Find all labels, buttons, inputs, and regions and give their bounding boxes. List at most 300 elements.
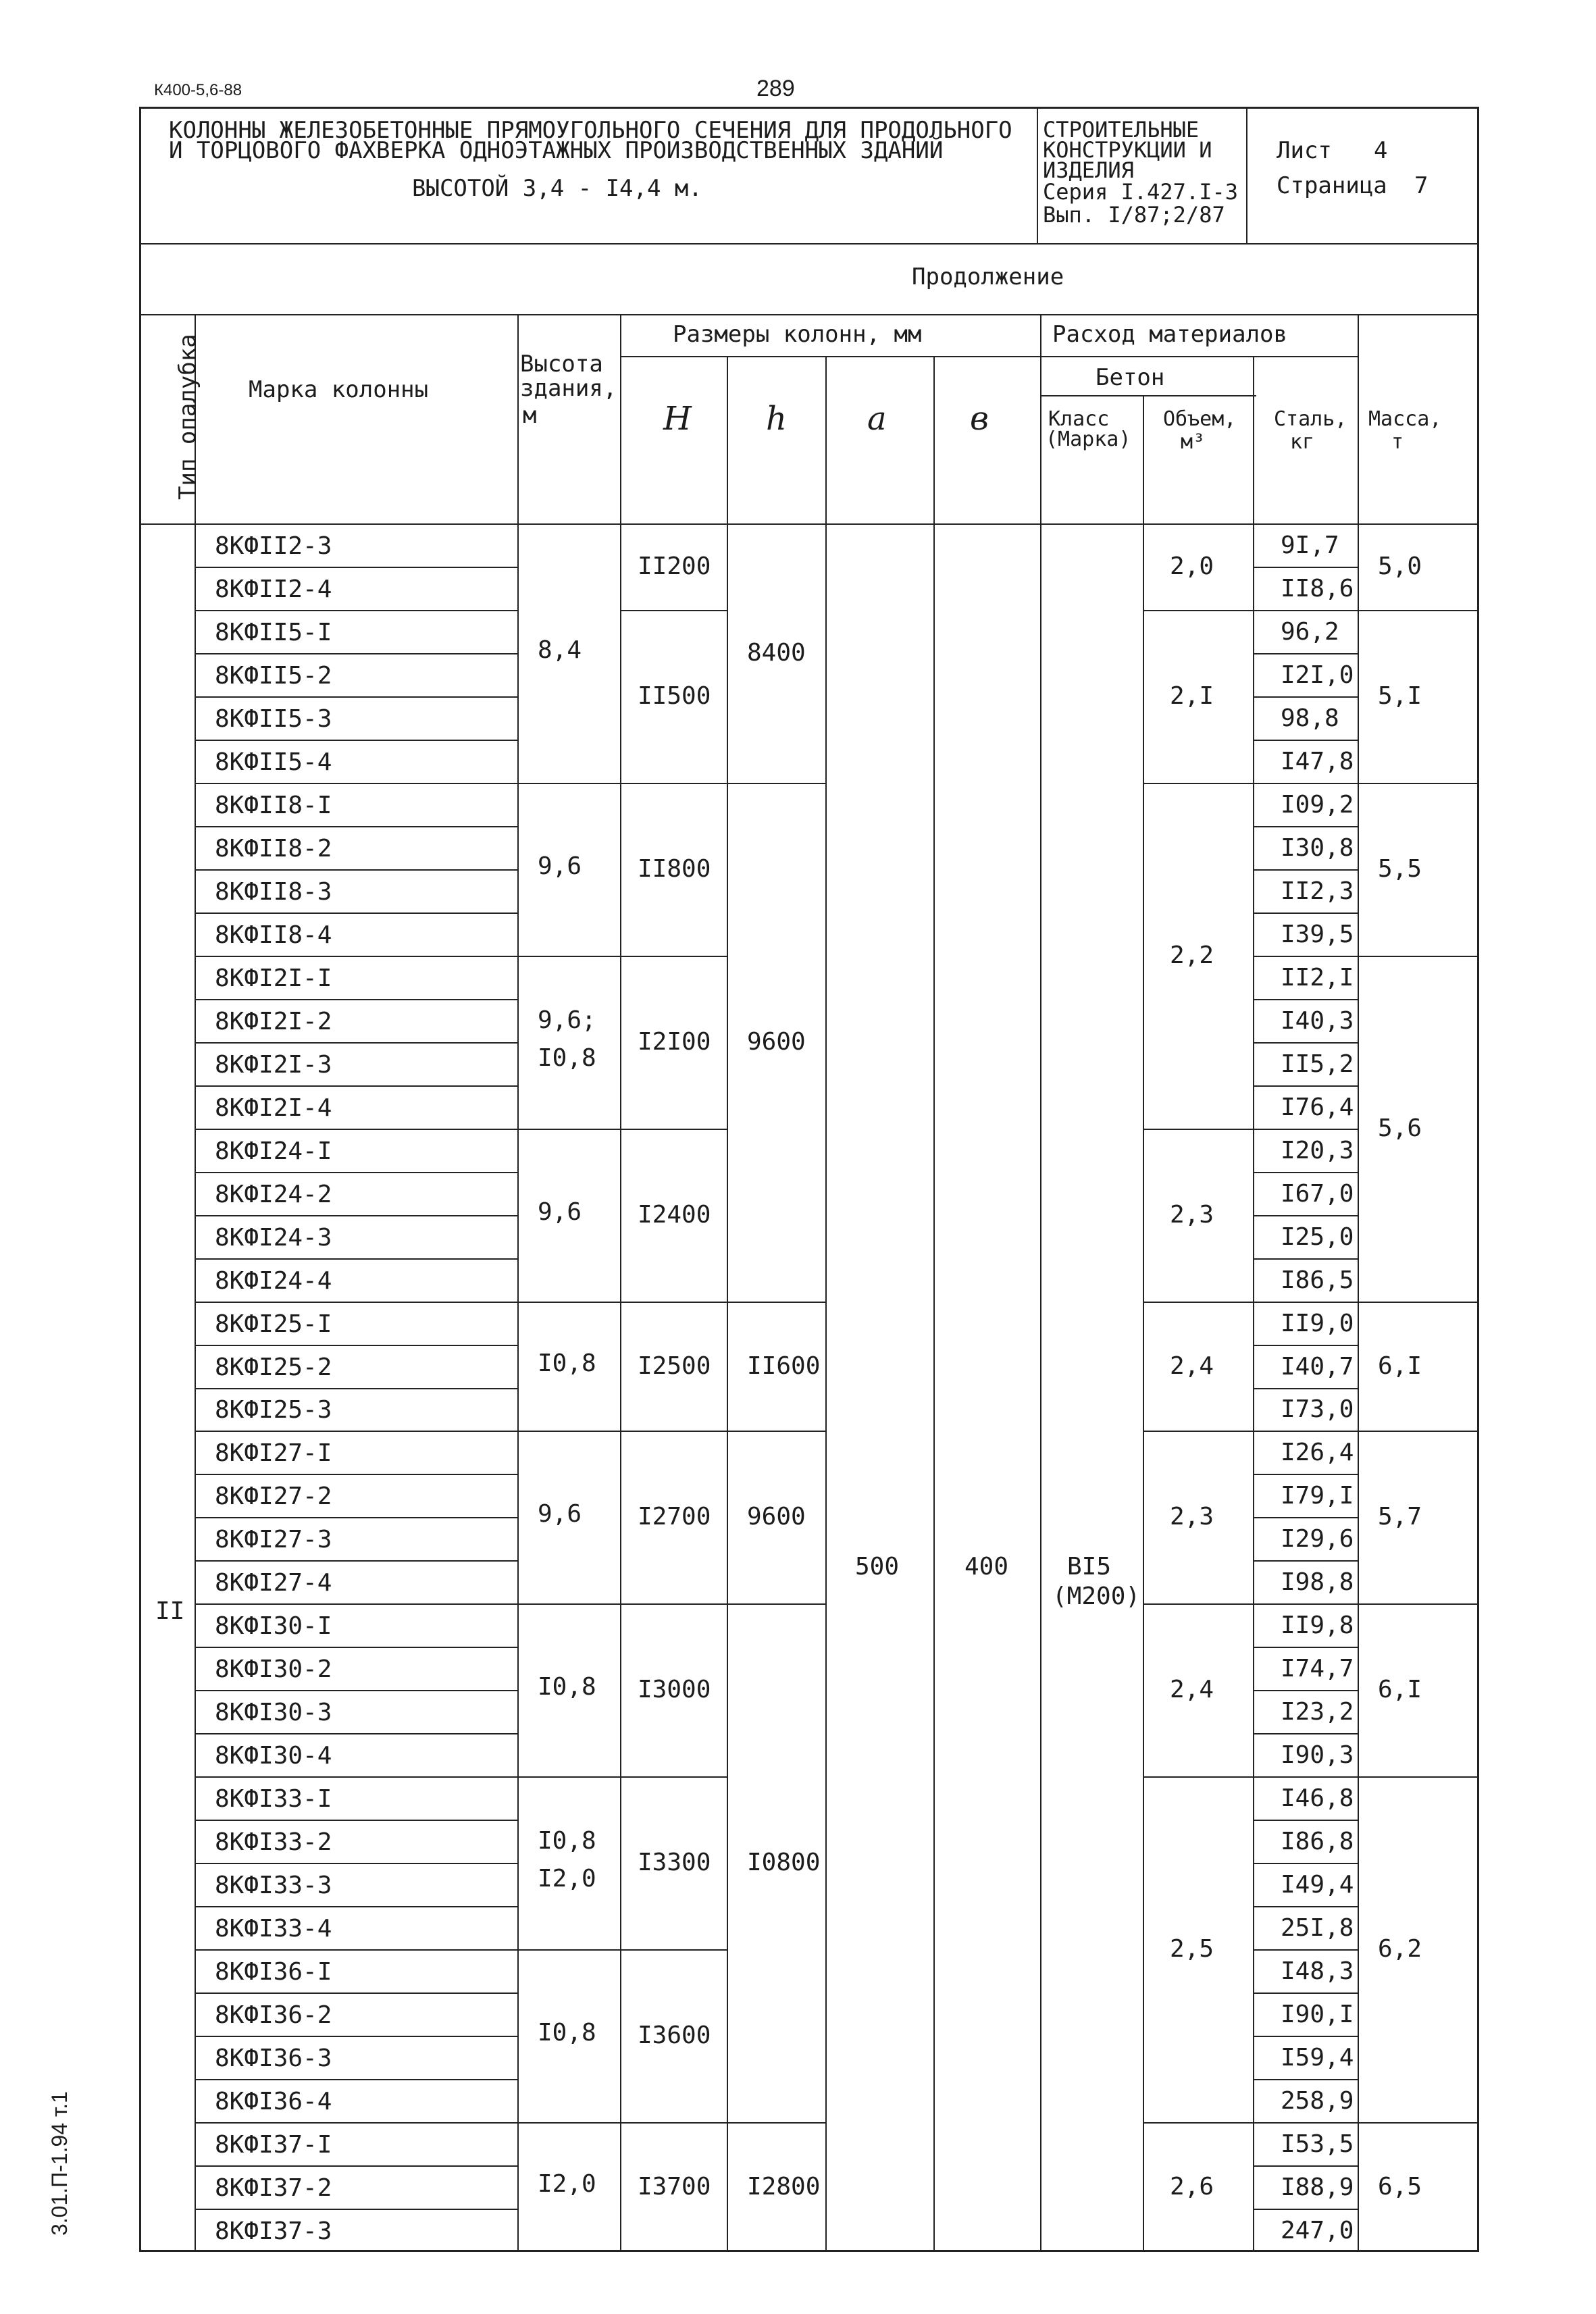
- mass-cell: 6,5: [1378, 2173, 1422, 2201]
- b-value: 400: [964, 1553, 1009, 1580]
- steel-cell: 25I,8: [1281, 1914, 1354, 1942]
- h-dimension-cell: I2800: [747, 2173, 821, 2201]
- row-line: [196, 610, 517, 611]
- steel-row-line: [1254, 1776, 1358, 1778]
- steel-cell: I74,7: [1281, 1655, 1354, 1682]
- series-line-4: Серия I.427.I-3: [1043, 179, 1238, 205]
- building-height-cell: I0,8: [538, 1673, 596, 1701]
- dims-underline: [621, 356, 1040, 357]
- column-mark-cell: 8КФI33-4: [215, 1915, 332, 1943]
- steel-cell: I88,9: [1281, 2174, 1354, 2201]
- mass-cell: 6,I: [1378, 1352, 1422, 1380]
- col-line-h: [825, 356, 827, 2252]
- column-mark-cell: 8КФII5-3: [215, 705, 332, 733]
- steel-cell: I39,5: [1281, 921, 1354, 948]
- steel-cell: I23,2: [1281, 1698, 1354, 1726]
- h-dimension-group-line: [727, 1431, 825, 1432]
- header-height-line-1: Высота: [520, 351, 603, 378]
- mass-cell: 6,I: [1378, 1676, 1422, 1703]
- title-divider-1: [1037, 107, 1038, 243]
- row-line: [196, 1647, 517, 1648]
- row-line: [196, 1302, 517, 1303]
- mass-group-line: [1358, 1431, 1479, 1432]
- row-line: [196, 740, 517, 741]
- steel-cell: I09,2: [1281, 791, 1354, 819]
- steel-cell: I98,8: [1281, 1568, 1354, 1596]
- steel-cell: I59,4: [1281, 2044, 1354, 2072]
- building-height-cell: I0,8: [538, 2019, 596, 2047]
- building-height-group-line: [517, 2122, 620, 2124]
- steel-cell: I47,8: [1281, 748, 1354, 775]
- steel-cell: I29,6: [1281, 1525, 1354, 1553]
- materials-underline: [1040, 356, 1358, 357]
- row-line: [196, 2122, 517, 2124]
- row-line: [196, 696, 517, 698]
- header-class-line-2: (Марка): [1046, 428, 1131, 451]
- steel-cell: I2I,0: [1281, 661, 1354, 689]
- h-dimension-cell: 9600: [747, 1028, 806, 1056]
- row-line: [196, 2165, 517, 2167]
- building-height-cell: I2,0: [538, 2170, 596, 2198]
- concrete-volume-cell: 2,6: [1170, 2173, 1214, 2201]
- steel-row-line: [1254, 1388, 1358, 1389]
- row-line: [196, 956, 517, 957]
- title-line-2: И ТОРЦОВОГО ФАХВЕРКА ОДНОЭТАЖНЫХ ПРОИЗВОДСТВЕННЫХ ЗДАНИЙ: [169, 137, 944, 164]
- h-dimension-group-line: [727, 1302, 825, 1303]
- steel-row-line: [1254, 2122, 1358, 2124]
- concrete-class-value: BI5: [1067, 1553, 1112, 1580]
- steel-cell: I20,3: [1281, 1137, 1354, 1164]
- steel-row-line: [1254, 1560, 1358, 1562]
- concrete-volume-cell: 2,0: [1170, 552, 1214, 580]
- series-line-5: Вып. I/87;2/87: [1043, 202, 1225, 228]
- row-line: [196, 2079, 517, 2080]
- steel-row-line: [1254, 1733, 1358, 1734]
- steel-cell: II2,3: [1281, 877, 1354, 905]
- building-height-group-line: [517, 1302, 620, 1303]
- mass-group-line: [1358, 2122, 1479, 2124]
- steel-row-line: [1254, 1258, 1358, 1260]
- steel-cell: I67,0: [1281, 1180, 1354, 1208]
- series-line-2: КОНСТРУКЦИИ И: [1043, 137, 1212, 163]
- column-mark-cell: 8КФI37-2: [215, 2174, 332, 2202]
- column-mark-cell: 8КФII5-I: [215, 619, 332, 646]
- concrete-volume-group-line: [1143, 1603, 1253, 1605]
- steel-row-line: [1254, 1690, 1358, 1691]
- concrete-volume-group-line: [1143, 610, 1253, 611]
- row-line: [196, 1388, 517, 1389]
- steel-row-line: [1254, 1474, 1358, 1475]
- H-dimension-cell: I3000: [638, 1676, 711, 1703]
- steel-row-line: [1254, 1345, 1358, 1346]
- steel-cell: II9,8: [1281, 1612, 1354, 1639]
- column-mark-cell: 8КФI24-3: [215, 1224, 332, 1252]
- building-height-cell: I0,8: [538, 1044, 596, 1072]
- concrete-volume-group-line: [1143, 1302, 1253, 1303]
- title-line-3: ВЫСОТОЙ 3,4 - I4,4 м.: [412, 175, 702, 202]
- H-dimension-cell: I2I00: [638, 1028, 711, 1056]
- building-height-cell: I0,8: [538, 1827, 596, 1855]
- mass-cell: 5,5: [1378, 855, 1422, 883]
- h-dimension-cell: 8400: [747, 639, 806, 667]
- row-line: [196, 1820, 517, 1821]
- column-mark-cell: 8КФI25-2: [215, 1354, 332, 1381]
- mass-group-line: [1358, 1603, 1479, 1605]
- row-line: [196, 999, 517, 1000]
- row-line: [196, 1258, 517, 1260]
- row-line: [196, 567, 517, 568]
- column-mark-cell: 8КФI37-3: [215, 2217, 332, 2245]
- page-value: 7: [1414, 172, 1428, 199]
- column-mark-cell: 8КФI25-3: [215, 1396, 332, 1424]
- steel-cell: I76,4: [1281, 1094, 1354, 1121]
- column-mark-cell: 8КФI30-3: [215, 1699, 332, 1726]
- column-mark-cell: 8КФI27-4: [215, 1569, 332, 1597]
- steel-cell: 258,9: [1281, 2087, 1354, 2115]
- col-line-class: [1143, 395, 1144, 2252]
- page-label: Страница: [1277, 172, 1387, 199]
- page-number: 289: [756, 76, 795, 101]
- steel-cell: I25,0: [1281, 1223, 1354, 1251]
- column-mark-cell: 8КФII2-3: [215, 532, 332, 560]
- concrete-volume-cell: 2,3: [1170, 1503, 1214, 1531]
- H-dimension-cell: II200: [638, 552, 711, 580]
- row-line: [196, 1517, 517, 1518]
- header-volume-line-1: Объем,: [1163, 407, 1237, 431]
- column-mark-cell: 8КФI27-I: [215, 1439, 332, 1467]
- H-dimension-cell: II800: [638, 855, 711, 883]
- header-dimensions: Размеры колонн, мм: [673, 321, 922, 348]
- column-mark-cell: 8КФI33-I: [215, 1785, 332, 1813]
- steel-cell: I86,5: [1281, 1266, 1354, 1294]
- mass-cell: 6,2: [1378, 1935, 1422, 1963]
- formwork-type-value: II: [155, 1597, 185, 1625]
- column-mark-cell: 8КФI24-I: [215, 1137, 332, 1165]
- steel-cell: II2,I: [1281, 964, 1354, 992]
- H-dimension-group-line: [620, 783, 727, 784]
- steel-row-line: [1254, 1085, 1358, 1087]
- column-mark-cell: 8КФI27-2: [215, 1483, 332, 1510]
- column-mark-cell: 8КФII8-2: [215, 835, 332, 863]
- H-dimension-group-line: [620, 610, 727, 611]
- steel-cell: 9I,7: [1281, 532, 1339, 559]
- row-line: [196, 1690, 517, 1691]
- row-line: [196, 1172, 517, 1173]
- continuation-label: Продолжение: [912, 263, 1064, 290]
- steel-row-line: [1254, 653, 1358, 654]
- steel-cell: II9,0: [1281, 1310, 1354, 1337]
- column-mark-cell: 8КФII8-I: [215, 792, 332, 819]
- row-line: [196, 1560, 517, 1562]
- row-line: [196, 1042, 517, 1044]
- building-height-group-line: [517, 1431, 620, 1432]
- steel-cell: I90,3: [1281, 1741, 1354, 1769]
- steel-cell: 247,0: [1281, 2217, 1354, 2244]
- col-line-type: [195, 314, 196, 2252]
- h-dimension-cell: 9600: [747, 1503, 806, 1531]
- row-line: [196, 826, 517, 827]
- concrete-volume-group-line: [1143, 1129, 1253, 1130]
- row-line: [196, 2036, 517, 2037]
- steel-cell: I49,4: [1281, 1871, 1354, 1899]
- steel-cell: I46,8: [1281, 1784, 1354, 1812]
- steel-row-line: [1254, 1302, 1358, 1303]
- H-dimension-group-line: [620, 1776, 727, 1778]
- col-line-H: [727, 356, 728, 2252]
- steel-row-line: [1254, 956, 1358, 957]
- h-dimension-group-line: [727, 1603, 825, 1605]
- col-line-a: [933, 356, 935, 2252]
- header-column-mark: Марка колонны: [249, 376, 429, 403]
- header-mass-line-1: Масса,: [1368, 407, 1442, 431]
- column-mark-cell: 8КФI37-I: [215, 2131, 332, 2159]
- column-mark-cell: 8КФI33-3: [215, 1872, 332, 1899]
- col-line-height: [620, 314, 621, 2252]
- concrete-volume-cell: 2,4: [1170, 1676, 1214, 1703]
- row-line: [196, 653, 517, 654]
- concrete-volume-cell: 2,4: [1170, 1352, 1214, 1380]
- header-height-line-3: м: [523, 402, 537, 429]
- steel-row-line: [1254, 610, 1358, 611]
- row-line: [196, 1215, 517, 1216]
- concrete-underline: [1040, 395, 1256, 396]
- header-steel-line-1: Сталь,: [1274, 407, 1347, 431]
- concrete-volume-group-line: [1143, 1431, 1253, 1432]
- mass-group-line: [1358, 783, 1479, 784]
- building-height-group-line: [517, 1129, 620, 1130]
- H-dimension-cell: I2500: [638, 1352, 711, 1380]
- steel-cell: 96,2: [1281, 618, 1339, 646]
- row-line: [196, 1474, 517, 1475]
- steel-cell: 98,8: [1281, 704, 1339, 732]
- column-mark-cell: 8КФI30-4: [215, 1742, 332, 1770]
- document-code: К400-5,6-88: [154, 81, 242, 99]
- mass-cell: 5,0: [1378, 552, 1422, 580]
- concrete-volume-cell: 2,3: [1170, 1201, 1214, 1229]
- h-dimension-group-line: [727, 783, 825, 784]
- steel-row-line: [1254, 1949, 1358, 1951]
- side-code-text: 3.01.П-1.94 т.1: [47, 2091, 72, 2236]
- building-height-cell: I2,0: [538, 1865, 596, 1893]
- building-height-cell: 9,6: [538, 1198, 582, 1226]
- row-line: [196, 1906, 517, 1907]
- H-dimension-group-line: [620, 1949, 727, 1951]
- row-line: [196, 1949, 517, 1951]
- H-dimension-group-line: [620, 2122, 727, 2124]
- col-line-steel: [1358, 314, 1359, 2252]
- steel-cell: I79,I: [1281, 1482, 1354, 1510]
- steel-row-line: [1254, 1906, 1358, 1907]
- H-dimension-cell: I3600: [638, 2022, 711, 2049]
- steel-row-line: [1254, 1215, 1358, 1216]
- sheet-value: 4: [1374, 137, 1388, 164]
- mass-group-line: [1358, 1776, 1479, 1778]
- title-divider-2: [1246, 107, 1247, 243]
- column-mark-cell: 8КФI30-2: [215, 1655, 332, 1683]
- H-dimension-group-line: [620, 1603, 727, 1605]
- col-line-b: [1040, 314, 1041, 2252]
- header-H: H: [663, 400, 692, 438]
- row-line: [196, 869, 517, 871]
- row-line: [196, 1085, 517, 1087]
- H-dimension-cell: I3700: [638, 2173, 711, 2201]
- building-height-group-line: [517, 1776, 620, 1778]
- steel-row-line: [1254, 2036, 1358, 2037]
- header-bottom-line: [139, 523, 1479, 525]
- steel-row-line: [1254, 1042, 1358, 1044]
- column-mark-cell: 8КФI30-I: [215, 1612, 332, 1640]
- building-height-group-line: [517, 1949, 620, 1951]
- steel-cell: I86,8: [1281, 1828, 1354, 1855]
- mass-group-line: [1358, 1302, 1479, 1303]
- steel-row-line: [1254, 2079, 1358, 2080]
- series-line-1: СТРОИТЕЛЬНЫЕ: [1043, 117, 1200, 143]
- steel-cell: I53,5: [1281, 2130, 1354, 2158]
- h-dimension-cell: I0800: [747, 1849, 821, 1876]
- row-line: [196, 1776, 517, 1778]
- header-mass-line-2: т: [1391, 430, 1404, 454]
- building-height-group-line: [517, 783, 620, 784]
- column-mark-cell: 8КФI24-4: [215, 1267, 332, 1295]
- column-mark-cell: 8КФII5-4: [215, 748, 332, 776]
- column-mark-cell: 8КФII8-4: [215, 921, 332, 949]
- H-dimension-cell: I3300: [638, 1849, 711, 1876]
- column-mark-cell: 8КФI2I-3: [215, 1051, 332, 1079]
- steel-row-line: [1254, 912, 1358, 914]
- steel-row-line: [1254, 567, 1358, 568]
- column-mark-cell: 8КФI2I-2: [215, 1008, 332, 1035]
- row-line: [196, 1733, 517, 1734]
- H-dimension-group-line: [620, 956, 727, 957]
- H-dimension-cell: II500: [638, 682, 711, 710]
- column-mark-cell: 8КФII8-3: [215, 878, 332, 906]
- column-mark-cell: 8КФI36-2: [215, 2001, 332, 2029]
- column-mark-cell: 8КФI27-3: [215, 1526, 332, 1553]
- building-height-cell: 9,6: [538, 852, 582, 880]
- series-line-3: ИЗДЕЛИЯ: [1043, 157, 1134, 183]
- building-height-cell: 9,6: [538, 1500, 582, 1528]
- column-mark-cell: 8КФI25-I: [215, 1310, 332, 1338]
- building-height-cell: 8,4: [538, 636, 582, 664]
- H-dimension-group-line: [620, 1302, 727, 1303]
- column-mark-cell: 8КФII2-4: [215, 575, 332, 603]
- building-height-group-line: [517, 1603, 620, 1605]
- steel-row-line: [1254, 826, 1358, 827]
- header-height-line-2: здания,: [520, 375, 617, 402]
- steel-row-line: [1254, 1129, 1358, 1130]
- steel-cell: I26,4: [1281, 1439, 1354, 1466]
- concrete-volume-group-line: [1143, 1776, 1253, 1778]
- header-top-line: [139, 314, 1479, 315]
- a-value: 500: [855, 1553, 900, 1580]
- steel-row-line: [1254, 1603, 1358, 1605]
- sheet-label: Лист: [1277, 137, 1332, 164]
- steel-row-line: [1254, 1172, 1358, 1173]
- header-b: в: [970, 400, 989, 438]
- concrete-volume-cell: 2,I: [1170, 682, 1214, 710]
- concrete-volume-cell: 2,5: [1170, 1935, 1214, 1963]
- header-class-line-1: Класс: [1048, 407, 1110, 431]
- column-mark-cell: 8КФI24-2: [215, 1181, 332, 1208]
- steel-cell: II5,2: [1281, 1050, 1354, 1078]
- H-dimension-cell: I2400: [638, 1201, 711, 1229]
- column-mark-cell: 8КФI36-4: [215, 2088, 332, 2115]
- h-dimension-cell: II600: [747, 1352, 821, 1380]
- building-height-cell: I0,8: [538, 1349, 596, 1377]
- concrete-volume-group-line: [1143, 2122, 1253, 2124]
- row-line: [196, 912, 517, 914]
- building-height-group-line: [517, 956, 620, 957]
- column-mark-cell: 8КФII5-2: [215, 662, 332, 690]
- steel-row-line: [1254, 2165, 1358, 2167]
- header-formwork-type-text: Тип опалубка: [174, 334, 201, 500]
- steel-row-line: [1254, 740, 1358, 741]
- steel-row-line: [1254, 783, 1358, 784]
- mass-cell: 5,6: [1378, 1114, 1422, 1142]
- h-dimension-group-line: [727, 2122, 825, 2124]
- column-mark-cell: 8КФI2I-I: [215, 965, 332, 992]
- steel-cell: I48,3: [1281, 1957, 1354, 1985]
- header-materials: Расход материалов: [1052, 321, 1287, 348]
- mass-group-line: [1358, 956, 1479, 957]
- steel-cell: I73,0: [1281, 1395, 1354, 1423]
- steel-cell: II8,6: [1281, 575, 1354, 602]
- steel-cell: I30,8: [1281, 834, 1354, 862]
- header-volume-line-2: м³: [1181, 430, 1206, 454]
- steel-cell: I40,3: [1281, 1007, 1354, 1035]
- steel-cell: I90,I: [1281, 2001, 1354, 2028]
- mass-cell: 5,7: [1378, 1503, 1422, 1531]
- row-line: [196, 1129, 517, 1130]
- col-line-volume: [1253, 356, 1254, 2252]
- steel-row-line: [1254, 869, 1358, 871]
- steel-row-line: [1254, 1517, 1358, 1518]
- row-line: [196, 1863, 517, 1864]
- steel-row-line: [1254, 2209, 1358, 2210]
- mass-cell: 5,I: [1378, 682, 1422, 710]
- title-separator: [139, 243, 1479, 245]
- col-line-mark: [517, 314, 519, 2252]
- H-dimension-group-line: [620, 1129, 727, 1130]
- row-line: [196, 1992, 517, 1994]
- row-line: [196, 783, 517, 784]
- row-line: [196, 1431, 517, 1432]
- steel-row-line: [1254, 696, 1358, 698]
- steel-row-line: [1254, 1992, 1358, 1994]
- steel-cell: I40,7: [1281, 1353, 1354, 1381]
- steel-row-line: [1254, 999, 1358, 1000]
- column-mark-cell: 8КФI36-3: [215, 2045, 332, 2072]
- mass-group-line: [1358, 610, 1479, 611]
- column-mark-cell: 8КФI36-I: [215, 1958, 332, 1986]
- concrete-grade-value: (M200): [1052, 1583, 1141, 1610]
- header-h: h: [766, 400, 787, 438]
- concrete-volume-cell: 2,2: [1170, 942, 1214, 969]
- steel-row-line: [1254, 1647, 1358, 1648]
- row-line: [196, 1345, 517, 1346]
- header-a: a: [867, 400, 887, 438]
- concrete-volume-group-line: [1143, 783, 1253, 784]
- row-line: [196, 1603, 517, 1605]
- H-dimension-cell: I2700: [638, 1503, 711, 1531]
- column-mark-cell: 8КФI33-2: [215, 1828, 332, 1856]
- steel-row-line: [1254, 1820, 1358, 1821]
- column-mark-cell: 8КФI2I-4: [215, 1094, 332, 1122]
- H-dimension-group-line: [620, 1431, 727, 1432]
- row-line: [196, 2209, 517, 2210]
- building-height-cell: 9,6;: [538, 1006, 596, 1034]
- steel-row-line: [1254, 1431, 1358, 1432]
